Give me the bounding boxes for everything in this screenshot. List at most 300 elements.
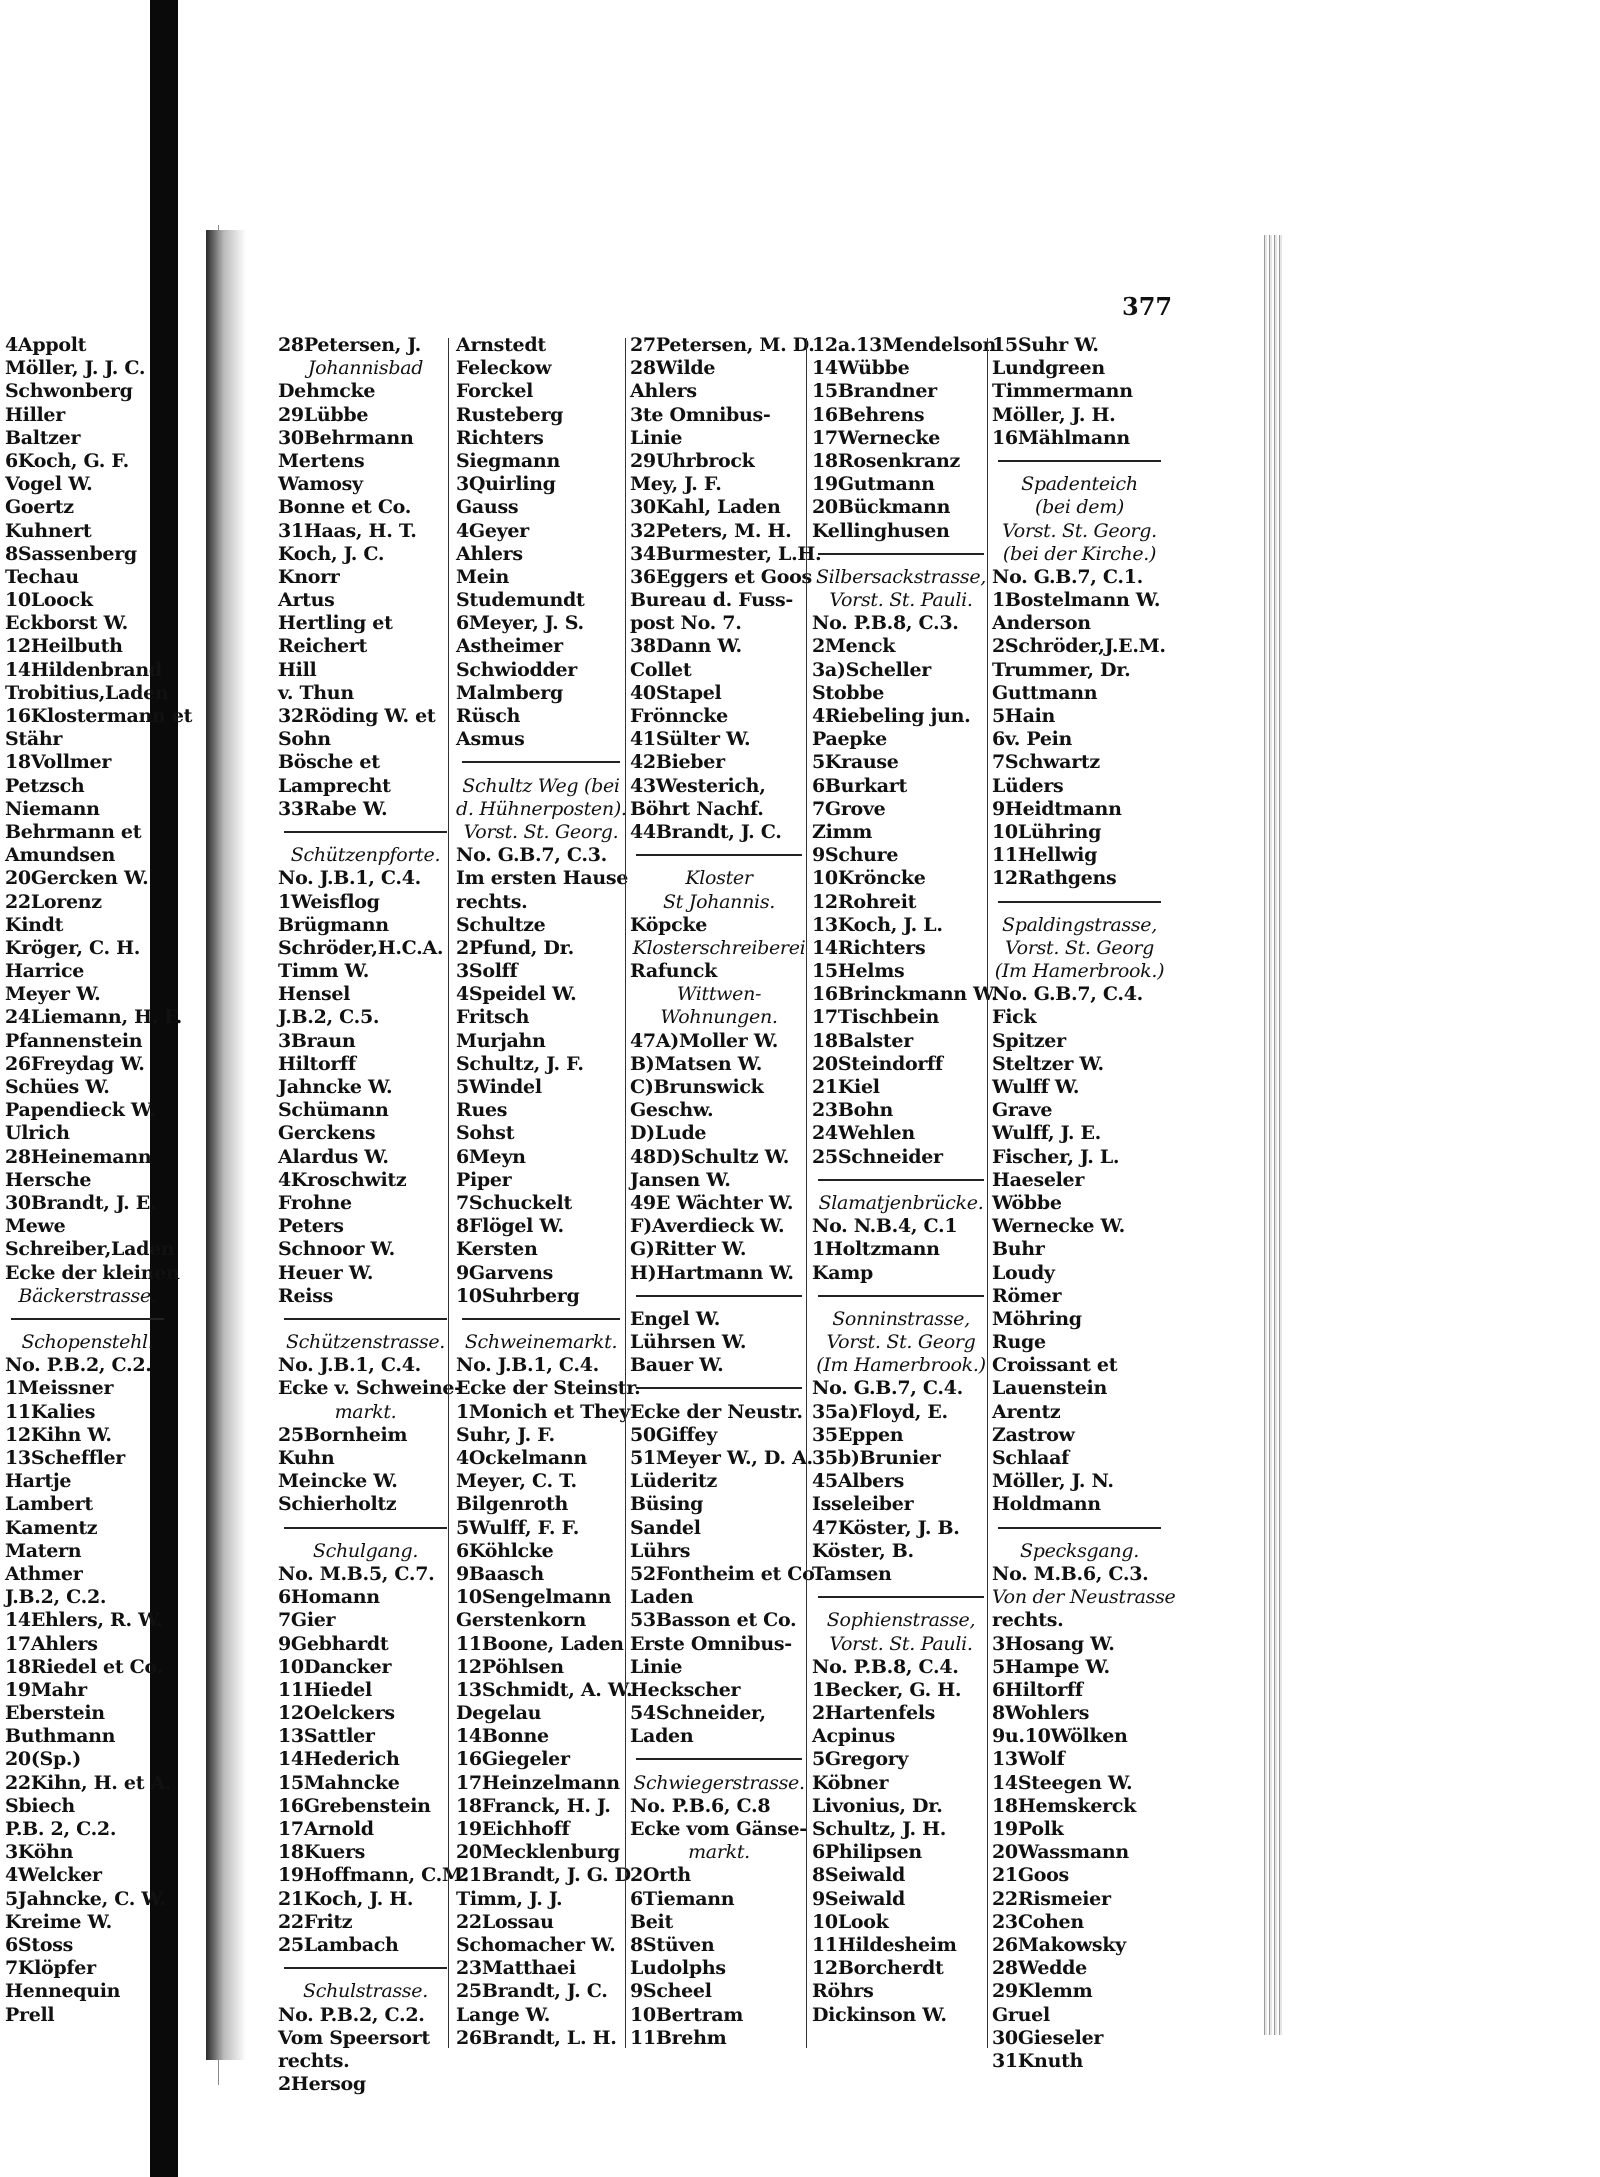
directory-entry: Hiller xyxy=(5,403,65,426)
directory-entry: 43Westerich, xyxy=(630,774,766,797)
directory-entry: 30Behrmann xyxy=(278,426,414,449)
directory-entry: 3Quirling xyxy=(456,473,556,496)
directory-entry: Beit xyxy=(630,1910,673,1933)
directory-entry: 17Ahlers xyxy=(5,1632,98,1655)
directory-entry: 24Liemann, H. F. xyxy=(5,1006,182,1029)
directory-entry: J.B.2, C.5. xyxy=(278,1006,380,1029)
directory-entry: Sonninstrasse, xyxy=(832,1307,970,1330)
section-rule xyxy=(812,1586,990,1609)
directory-entry: 3Köhn xyxy=(5,1841,74,1864)
directory-entry: 52Fontheim et Co xyxy=(630,1562,815,1585)
directory-entry: Schreiber,Laden xyxy=(5,1238,175,1261)
directory-entry: Kamp xyxy=(812,1261,874,1284)
directory-entry: 25Schneider xyxy=(812,1145,943,1168)
section-rule xyxy=(456,751,626,774)
directory-entry: H)Hartmann W. xyxy=(630,1261,794,1284)
directory-entry: Von der Neustrasse xyxy=(992,1586,1176,1609)
directory-entry: 1Meissner xyxy=(5,1377,114,1400)
directory-entry: 20Steindorff xyxy=(812,1052,943,1075)
directory-entry: 26Makowsky xyxy=(992,1933,1126,1956)
directory-entry: 31Haas, H. T. xyxy=(278,519,417,542)
directory-entry: Matern xyxy=(5,1539,82,1562)
directory-entry: 2Hersog xyxy=(278,2073,366,2096)
directory-entry: Lamprecht xyxy=(278,774,391,797)
directory-entry: Köpcke xyxy=(630,913,708,936)
directory-entry: Steltzer W. xyxy=(992,1052,1104,1075)
directory-entry: No. P.B.2, C.2. xyxy=(278,2003,425,2026)
directory-entry: Meyer, C. T. xyxy=(456,1470,577,1493)
directory-entry: Timmermann xyxy=(992,380,1133,403)
directory-entry: 32Peters, M. H. xyxy=(630,519,792,542)
directory-entry: Hensel xyxy=(278,983,351,1006)
gutter-shadow xyxy=(206,230,246,2060)
directory-entry: markt. xyxy=(334,1400,397,1423)
directory-entry: 12Pöhlsen xyxy=(456,1655,564,1678)
directory-entry: Spaldingstrasse, xyxy=(1001,913,1157,936)
directory-entry: Degelau xyxy=(456,1702,542,1725)
directory-entry: 3Hosang W. xyxy=(992,1632,1115,1655)
directory-entry: Gruel xyxy=(992,2003,1050,2026)
directory-entry: Ruge xyxy=(992,1331,1046,1354)
directory-entry: Loudy xyxy=(992,1261,1055,1284)
directory-entry: Lambert xyxy=(5,1493,93,1516)
directory-entry: 23Matthaei xyxy=(456,1957,576,1980)
directory-entry: Möller, J. N. xyxy=(992,1470,1114,1493)
section-rule xyxy=(278,1957,453,1980)
directory-entry: Schweinemarkt. xyxy=(464,1331,618,1354)
directory-entry: Linie xyxy=(630,1655,683,1678)
directory-entry: Köster, B. xyxy=(812,1539,914,1562)
directory-entry: 7Klöpfer xyxy=(5,1957,96,1980)
directory-entry: Ecke der kleinen xyxy=(5,1261,180,1284)
directory-entry: Rusteberg xyxy=(456,403,564,426)
directory-entry: Lührs xyxy=(630,1539,691,1562)
section-rule xyxy=(630,1377,808,1400)
directory-entry: 28Heinemann xyxy=(5,1145,152,1168)
directory-entry: G)Ritter W. xyxy=(630,1238,747,1261)
directory-entry: Sandel xyxy=(630,1516,701,1539)
directory-entry: 20Gercken W. xyxy=(5,867,149,890)
directory-entry: 3Braun xyxy=(278,1029,356,1052)
directory-entry: Athmer xyxy=(5,1562,83,1585)
directory-entry: 25Lambach xyxy=(278,1933,399,1956)
directory-entry: No. J.B.1, C.4. xyxy=(278,1354,421,1377)
directory-entry: Lüders xyxy=(992,774,1064,797)
directory-entry: Vogel W. xyxy=(5,473,93,496)
directory-entry: Forckel xyxy=(456,380,534,403)
directory-entry: 36Eggers et Goos xyxy=(630,565,812,588)
directory-entry: Spadenteich xyxy=(1021,473,1138,496)
directory-entry: Hennequin xyxy=(5,1980,121,2003)
directory-entry: Pfannenstein xyxy=(5,1029,143,1052)
directory-entry: Schopenstehl. xyxy=(21,1331,154,1354)
directory-entry: Erste Omnibus- xyxy=(630,1632,792,1655)
directory-entry: 6Meyn xyxy=(456,1145,526,1168)
directory-entry: Prell xyxy=(5,2003,55,2026)
column-6 xyxy=(992,334,1176,2073)
directory-entry: Behrmann et xyxy=(5,820,142,843)
directory-entry: 18Riedel et Co. xyxy=(5,1655,163,1678)
directory-entry: rechts. xyxy=(992,1609,1064,1632)
directory-entry: 6Köhlcke xyxy=(456,1539,554,1562)
directory-entry: Suhr, J. F. xyxy=(456,1423,555,1446)
directory-entry: 23Cohen xyxy=(992,1910,1084,1933)
page-number: 377 xyxy=(1122,292,1173,321)
directory-entry: 14Hederich xyxy=(278,1748,400,1771)
directory-entry: 7Schuckelt xyxy=(456,1191,572,1214)
directory-entry: Mewe xyxy=(5,1215,66,1238)
column-5 xyxy=(812,334,998,2027)
directory-entry: Geschw. xyxy=(630,1099,714,1122)
directory-entry: Wernecke W. xyxy=(992,1215,1125,1238)
directory-entry: Wamosy xyxy=(278,473,363,496)
directory-entry: 10Lühring xyxy=(992,820,1102,843)
directory-entry: No. M.B.5, C.7. xyxy=(278,1562,435,1585)
directory-entry: Mein xyxy=(456,565,509,588)
directory-entry: Paepke xyxy=(812,728,887,751)
column-2 xyxy=(278,334,469,2096)
section-rule xyxy=(456,1308,626,1331)
directory-entry: 14Wübbe xyxy=(812,357,910,380)
directory-entry: Tamsen xyxy=(812,1562,892,1585)
directory-entry: 16Giegeler xyxy=(456,1748,570,1771)
directory-entry: 9Seiwald xyxy=(812,1887,906,1910)
directory-entry: 8Stüven xyxy=(630,1933,715,1956)
directory-entry: 25Bornheim xyxy=(278,1423,408,1446)
directory-entry: 9Gebhardt xyxy=(278,1632,389,1655)
directory-entry: 26Brandt, L. H. xyxy=(456,2026,617,2049)
directory-entry: 12a.13Mendelson xyxy=(812,334,997,356)
section-rule xyxy=(630,844,808,867)
directory-entry: 18Kuers xyxy=(278,1841,366,1864)
directory-entry: 14Hildenbrand xyxy=(5,658,162,681)
directory-entry: 50Giffey xyxy=(630,1423,717,1446)
directory-entry: 22Kihn, H. et A. xyxy=(5,1771,172,1794)
directory-entry: 12Borcherdt xyxy=(812,1957,944,1980)
directory-entry: 29Lübbe xyxy=(278,403,369,426)
directory-entry: 11Hellwig xyxy=(992,844,1098,867)
directory-entry: 9Heidtmann xyxy=(992,797,1122,820)
directory-entry: Richters xyxy=(456,426,544,449)
directory-entry: Vorst. St. Pauli. xyxy=(829,589,973,612)
directory-entry: 5Hain xyxy=(992,705,1056,727)
directory-entry: Hersche xyxy=(5,1168,92,1191)
directory-entry: Bösche et xyxy=(278,751,380,774)
directory-entry: C)Brunswick xyxy=(630,1076,764,1098)
directory-entry: Frohne xyxy=(278,1191,352,1214)
directory-entry: No. G.B.7, C.1. xyxy=(992,565,1143,588)
directory-entry: Sbiech xyxy=(5,1794,75,1817)
directory-entry: Büsing xyxy=(630,1493,704,1516)
section-rule xyxy=(278,1308,453,1331)
directory-entry: Schulstrasse. xyxy=(303,1980,428,2003)
directory-entry: Isseleiber xyxy=(812,1493,914,1516)
page-stack-edge xyxy=(1262,235,1282,2035)
directory-entry: 18Rosenkranz xyxy=(812,449,960,472)
directory-entry: Siegmann xyxy=(456,449,560,472)
directory-entry: 20(Sp.) xyxy=(5,1748,81,1771)
directory-entry: 11Boone, Laden xyxy=(456,1632,624,1655)
directory-entry: 15Mahncke xyxy=(278,1771,400,1794)
directory-entry: Croissant et xyxy=(992,1354,1118,1377)
directory-entry: 13Scheffler xyxy=(5,1447,125,1469)
directory-entry: 12Rohreit xyxy=(812,890,917,913)
directory-entry: Arentz xyxy=(992,1400,1061,1423)
directory-entry: 24Wehlen xyxy=(812,1122,915,1145)
directory-entry: 6Burkart xyxy=(812,774,907,797)
directory-entry: Buthmann xyxy=(5,1725,116,1748)
directory-entry: Holdmann xyxy=(992,1493,1101,1516)
directory-entry: Grave xyxy=(992,1099,1053,1122)
directory-entry: Eckborst W. xyxy=(5,612,128,635)
directory-entry: No. M.B.6, C.3. xyxy=(992,1562,1149,1585)
directory-entry: Klosterschreiberei xyxy=(632,936,806,959)
directory-entry: Vorst. St. Pauli. xyxy=(829,1632,973,1655)
directory-entry: Trobitius,Laden xyxy=(5,681,169,704)
directory-entry: J.B.2, C.2. xyxy=(5,1586,107,1609)
directory-entry: 53Basson et Co. xyxy=(630,1609,797,1632)
directory-entry: Zastrow xyxy=(992,1423,1075,1446)
directory-entry: 4Riebeling jun. xyxy=(812,705,971,727)
directory-entry: 14Ehlers, R. W. xyxy=(5,1609,163,1632)
directory-entry: Laden xyxy=(630,1586,694,1609)
directory-entry: 11Kalies xyxy=(5,1400,96,1423)
directory-entry: Möhring xyxy=(992,1307,1082,1330)
directory-entry: 28Wedde xyxy=(992,1957,1087,1980)
directory-entry: 42Bieber xyxy=(630,751,725,774)
directory-entry: 12Heilbuth xyxy=(5,635,123,658)
directory-entry: 11Hildesheim xyxy=(812,1933,957,1956)
directory-entry: No. G.B.7, C.4. xyxy=(812,1377,963,1400)
directory-entry: Mey, J. F. xyxy=(630,473,722,496)
directory-entry: No. P.B.8, C.4. xyxy=(812,1655,959,1678)
directory-entry: 17Tischbein xyxy=(812,1006,939,1029)
directory-entry: Ahlers xyxy=(630,380,697,403)
directory-entry: Lauenstein xyxy=(992,1377,1107,1400)
directory-entry: 12Kihn W. xyxy=(5,1423,112,1446)
directory-entry: Collet xyxy=(630,658,692,681)
directory-entry: Kloster xyxy=(685,867,753,890)
directory-entry: Sohn xyxy=(278,728,331,751)
directory-entry: Lange W. xyxy=(456,2003,551,2026)
directory-entry: 1Becker, G. H. xyxy=(812,1678,962,1701)
section-rule xyxy=(630,1285,808,1308)
directory-entry: 31Knuth xyxy=(992,2049,1084,2072)
directory-entry: 2Orth xyxy=(630,1864,691,1887)
directory-entry: 20Bückmann xyxy=(812,496,951,519)
directory-entry: 9u.10Wölken xyxy=(992,1725,1128,1748)
directory-entry: 3te Omnibus- xyxy=(630,403,771,426)
directory-entry: Schnoor W. xyxy=(278,1238,395,1261)
directory-entry: 18Franck, H. J. xyxy=(456,1794,611,1817)
directory-entry: Schwiegerstrasse. xyxy=(633,1771,805,1794)
directory-entry: d. Hühnerposten). xyxy=(456,797,627,820)
column-4 xyxy=(630,334,822,2050)
section-rule xyxy=(992,891,1167,914)
section-rule xyxy=(812,1285,990,1308)
directory-entry: 14Bonne xyxy=(456,1725,549,1748)
directory-entry: 8Seiwald xyxy=(812,1864,906,1887)
directory-entry: Fritsch xyxy=(456,1006,530,1029)
directory-entry: 6Philipsen xyxy=(812,1841,922,1864)
directory-entry: Dehmcke xyxy=(278,380,376,403)
directory-entry: 5Wulff, F. F. xyxy=(456,1516,580,1539)
section-rule xyxy=(812,1169,990,1192)
directory-entry: Sohst xyxy=(456,1122,515,1145)
directory-entry: 22Fritz xyxy=(278,1910,353,1933)
directory-entry: Anderson xyxy=(992,612,1091,635)
directory-entry: 48D)Schultz W. xyxy=(630,1145,790,1168)
directory-entry: Sophienstrasse, xyxy=(826,1609,976,1632)
column-divider xyxy=(625,338,626,2048)
directory-entry: No. P.B.6, C.8 xyxy=(630,1794,771,1817)
directory-entry: 1Bostelmann W. xyxy=(992,589,1161,612)
directory-entry: Buhr xyxy=(992,1238,1045,1261)
directory-entry: 4Appolt xyxy=(5,334,87,356)
directory-entry: Kellinghusen xyxy=(812,519,950,542)
directory-entry: St Johannis. xyxy=(662,890,776,913)
directory-entry: (bei der Kirche.) xyxy=(1002,542,1157,565)
directory-entry: D)Lude xyxy=(630,1122,707,1145)
directory-entry: 10Sengelmann xyxy=(456,1586,612,1609)
directory-entry: Kersten xyxy=(456,1238,538,1261)
directory-entry: 32Röding W. et xyxy=(278,705,436,727)
directory-entry: 44Brandt, J. C. xyxy=(630,820,782,843)
directory-entry: Meincke W. xyxy=(278,1470,398,1493)
directory-entry: Hiltorff xyxy=(278,1052,356,1075)
directory-entry: Schulgang. xyxy=(312,1539,419,1562)
directory-entry: 9Baasch xyxy=(456,1562,544,1585)
directory-entry: 21Brandt, J. G. D. xyxy=(456,1864,637,1887)
directory-entry: 10Loock xyxy=(5,589,93,612)
directory-entry: Vorst. St. Georg. xyxy=(463,820,619,843)
section-rule xyxy=(992,1517,1167,1540)
directory-entry: 19Eichhoff xyxy=(456,1818,570,1840)
directory-entry: 47Köster, J. B. xyxy=(812,1516,960,1539)
directory-entry: Röhrs xyxy=(812,1980,874,2003)
directory-entry: No. P.B.8, C.3. xyxy=(812,612,959,635)
directory-entry: 19Gutmann xyxy=(812,473,935,496)
directory-entry: Petzsch xyxy=(5,774,85,797)
column-1 xyxy=(5,334,193,2027)
directory-entry: 14Steegen W. xyxy=(992,1771,1133,1794)
directory-entry: Gauss xyxy=(456,496,519,519)
directory-entry: 2Pfund, Dr. xyxy=(456,936,574,959)
directory-entry: Ludolphs xyxy=(630,1957,726,1980)
directory-entry: 21Kiel xyxy=(812,1076,880,1098)
directory-entry: 26Freydag W. xyxy=(5,1052,145,1075)
directory-entry: Amundsen xyxy=(5,844,115,867)
directory-entry: 19Hoffmann, C.M. xyxy=(278,1864,469,1887)
directory-entry: Studemundt xyxy=(456,589,585,612)
directory-entry: Gerstenkorn xyxy=(456,1609,587,1632)
directory-entry: Schierholtz xyxy=(278,1493,397,1516)
directory-entry: 20Wassmann xyxy=(992,1841,1129,1864)
directory-entry: 22Lossau xyxy=(456,1910,554,1933)
directory-entry: Kuhnert xyxy=(5,519,92,542)
directory-entry: 54Schneider, xyxy=(630,1702,766,1725)
directory-entry: Kindt xyxy=(5,913,64,936)
directory-entry: Reiss xyxy=(278,1284,333,1307)
directory-entry: Brügmann xyxy=(278,913,389,936)
directory-entry: 38Dann W. xyxy=(630,635,742,658)
directory-entry: 19Mahr xyxy=(5,1678,87,1701)
directory-entry: Vorst. St. Georg. xyxy=(1002,519,1157,542)
directory-entry: Schües W. xyxy=(5,1076,110,1098)
directory-entry: 19Polk xyxy=(992,1818,1064,1840)
directory-entry: Schultz Weg (bei xyxy=(462,774,620,797)
directory-entry: 21Goos xyxy=(992,1864,1069,1887)
directory-entry: Silbersackstrasse, xyxy=(815,565,987,588)
directory-entry: Hertling et xyxy=(278,612,393,635)
directory-entry: 22Lorenz xyxy=(5,890,102,913)
directory-entry: (bei dem) xyxy=(1034,496,1125,519)
directory-entry: 16Mählmann xyxy=(992,426,1130,449)
directory-entry: Haeseler xyxy=(992,1168,1085,1191)
directory-entry: Goertz xyxy=(5,496,74,519)
section-rule xyxy=(5,1308,170,1331)
directory-entry: Harrice xyxy=(5,960,85,983)
directory-entry: Frönncke xyxy=(630,705,728,727)
directory-entry: 1Holtzmann xyxy=(812,1238,940,1261)
directory-entry: 18Balster xyxy=(812,1029,913,1052)
directory-entry: 28Wilde xyxy=(630,357,716,380)
directory-entry: Knorr xyxy=(278,565,340,588)
directory-entry: Baltzer xyxy=(5,426,81,449)
directory-entry: Vorst. St. Georg xyxy=(1005,936,1154,959)
directory-entry: Ahlers xyxy=(456,542,523,565)
directory-entry: 29Klemm xyxy=(992,1980,1093,2003)
directory-entry: 6Tiemann xyxy=(630,1887,735,1910)
directory-entry: No. J.B.1, C.4. xyxy=(278,867,421,890)
directory-entry: 45Albers xyxy=(812,1470,905,1493)
directory-entry: Wöbbe xyxy=(992,1191,1062,1214)
directory-entry: Wohnungen. xyxy=(660,1006,778,1029)
directory-entry: Acpinus xyxy=(812,1725,896,1748)
directory-entry: 16Klostermann et xyxy=(5,705,193,727)
directory-entry: Niemann xyxy=(5,797,100,820)
directory-entry: 6Hiltorff xyxy=(992,1678,1083,1701)
directory-entry: 13Koch, J. L. xyxy=(812,913,943,936)
directory-entry: Lührsen W. xyxy=(630,1331,747,1354)
directory-entry: Schomacher W. xyxy=(456,1933,616,1956)
directory-entry: Schultze xyxy=(456,913,546,936)
directory-entry: 11Brehm xyxy=(630,2026,727,2049)
directory-entry: 41Sülter W. xyxy=(630,728,751,751)
directory-entry: 15Helms xyxy=(812,960,905,983)
directory-entry: Techau xyxy=(5,565,79,588)
directory-entry: 17Wernecke xyxy=(812,426,941,449)
directory-entry: Trummer, Dr. xyxy=(992,658,1131,681)
directory-entry: F)Averdieck W. xyxy=(630,1215,785,1238)
directory-entry: Bonne et Co. xyxy=(278,496,412,519)
directory-entry: Kuhn xyxy=(278,1447,335,1469)
directory-entry: 10Suhrberg xyxy=(456,1284,580,1307)
directory-entry: Reichert xyxy=(278,635,367,658)
directory-entry: 13Sattler xyxy=(278,1725,375,1748)
column-divider xyxy=(806,338,807,2048)
section-rule xyxy=(812,543,990,566)
directory-entry: 25Brandt, J. C. xyxy=(456,1980,608,2003)
directory-entry: markt. xyxy=(688,1841,750,1864)
directory-entry: P.B. 2, C.2. xyxy=(5,1818,117,1840)
directory-entry: 5Krause xyxy=(812,751,899,774)
directory-entry: Laden xyxy=(630,1725,694,1748)
directory-entry: 6Koch, G. F. xyxy=(5,449,129,472)
directory-entry: No. G.B.7, C.4. xyxy=(992,983,1143,1006)
directory-entry: Jahncke W. xyxy=(278,1076,393,1098)
directory-entry: Schwiodder xyxy=(456,658,578,681)
